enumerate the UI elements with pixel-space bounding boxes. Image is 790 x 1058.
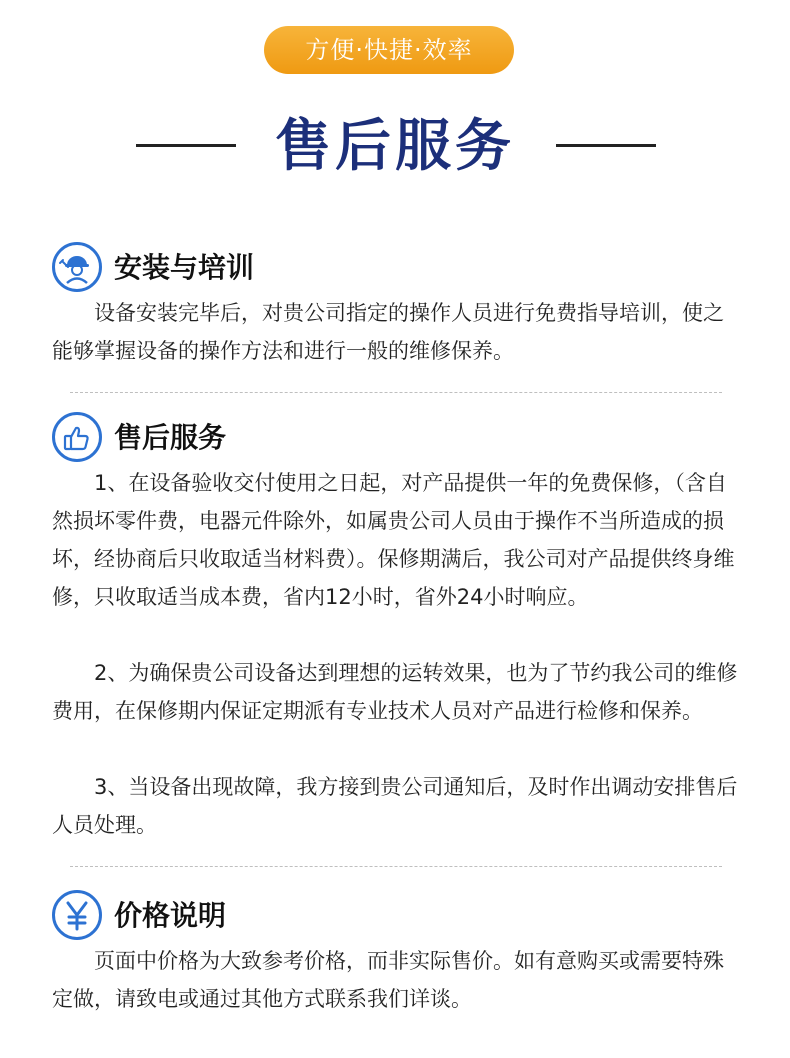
title-rule-left [136,144,236,147]
section-title: 安装与培训 [114,251,255,284]
slogan-badge: 方便·快捷·效率 [264,26,514,74]
section-paragraph: 3、当设备出现故障，我方接到贵公司通知后，及时作出调动安排售后人员处理。 [52,775,738,837]
page-header [0,108,790,188]
thumbs-up-icon [52,412,102,462]
section-title: 价格说明 [114,899,227,932]
section-paragraph: 设备安装完毕后，对贵公司指定的操作人员进行免费指导培训，使之能够掌握设备的操作方法和进行一般的维修保养。 [52,301,724,363]
dashed-divider [70,392,722,393]
dashed-divider [70,866,722,867]
title-rule-right [556,144,656,147]
page-title: 售后服务 [275,113,515,179]
section-paragraph: 1、在设备验收交付使用之日起，对产品提供一年的免费保修，（含自然损坏零件费，电器元件除外，如属贵公司人员由于操作不当所造成的损坏，经协商后只收取适当材料费）。保修期满后，我公司对产品提供终身维修，只收取适当成本费，省内12小时，省外24小时响应。 [52,471,735,609]
section-paragraph: 2、为确保贵公司设备达到理想的运转效果，也为了节约我公司的维修费用，在保修期内保证定期派有专业技术人员对产品进行检修和保养。 [52,661,738,723]
section-paragraph: 页面中价格为大致参考价格，而非实际售价。如有意购买或需要特殊定做，请致电或通过其他方式联系我们详谈。 [52,949,724,1011]
worker-wrench-icon [52,242,102,292]
section-title: 售后服务 [114,421,227,454]
yen-icon [52,890,102,940]
